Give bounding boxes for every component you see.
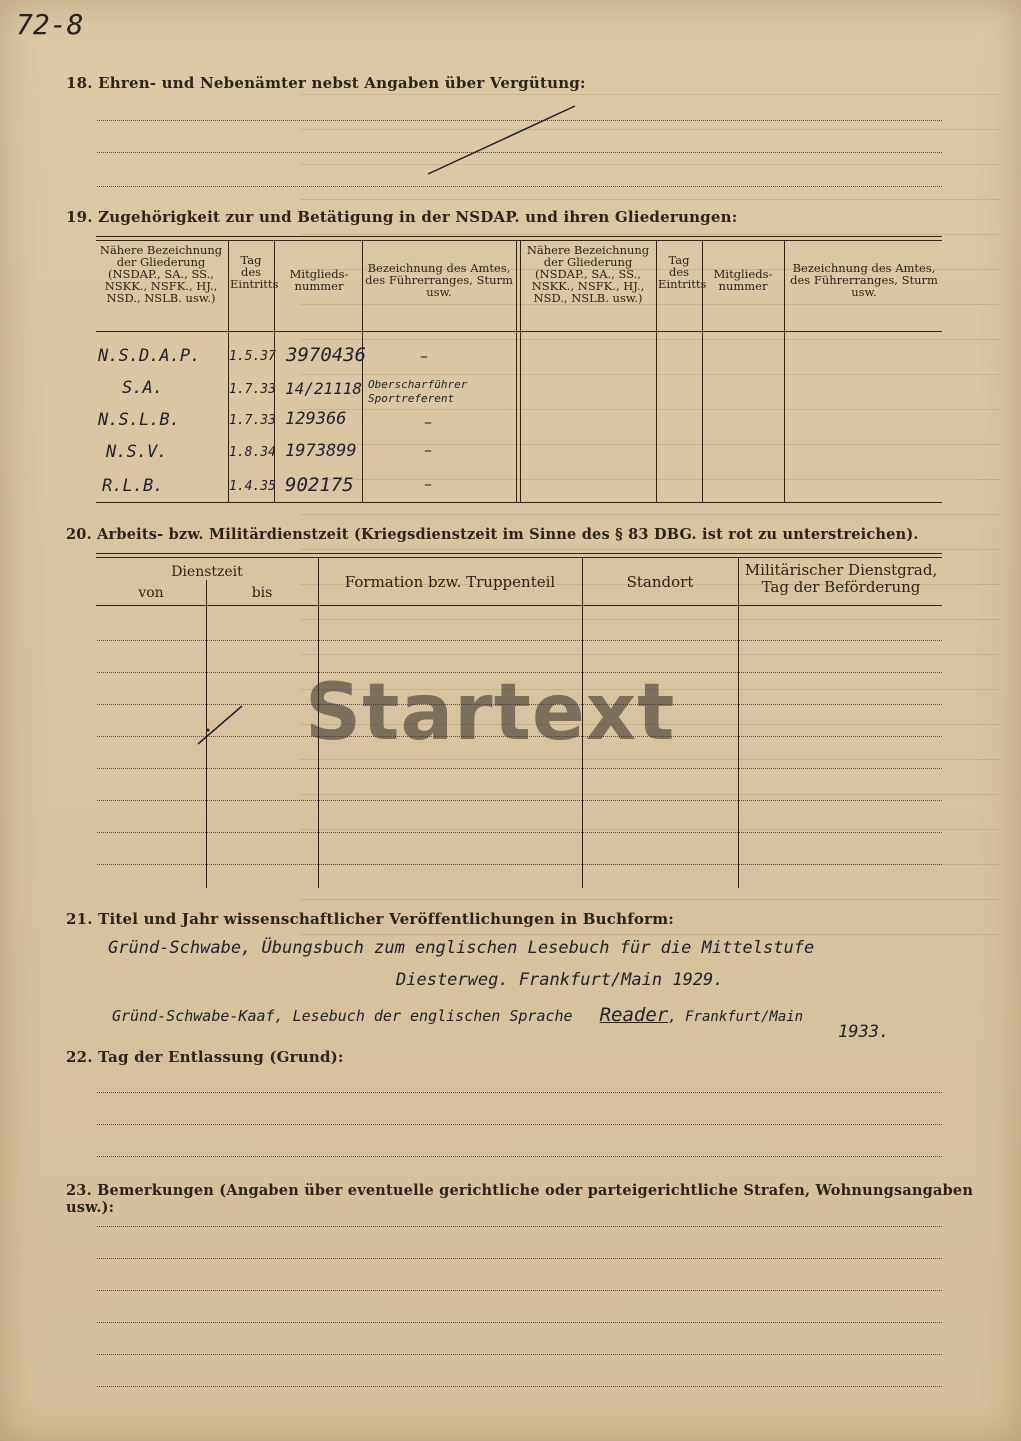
sec22-line-2 — [97, 1124, 942, 1125]
col-header-mitgliedsnummer: Mitglieds-nummer — [289, 267, 349, 293]
col-header-formation: Formation bzw. Truppenteil — [344, 573, 556, 591]
row3-org: N.S.L.B. — [98, 410, 180, 430]
publication-line-4: 1933. — [838, 1022, 890, 1042]
publication-line-3-end: , Frankfurt/Main — [668, 1009, 804, 1025]
row2-office: Oberscharführer Sportreferent — [368, 378, 468, 405]
col-header-mitgliedsnummer-2: Mitglieds-nummer — [713, 267, 773, 293]
col-header-eintritt-2: Tag des Eintritts — [658, 253, 707, 291]
col-header-gliederung: Nähere Bezeichnung der Gliederung (NSDAP., SA., SS., NSKK., NSFK., HJ., NSD., NSLB. usw.) — [99, 243, 223, 305]
row5-office: – — [424, 474, 432, 493]
publication-line-3 — [112, 1004, 803, 1026]
col-header-standort: Standort — [626, 573, 694, 591]
sec18-strike-line — [420, 100, 580, 180]
row3-number: 129366 — [285, 409, 347, 429]
sec23-line-5 — [97, 1354, 942, 1355]
col-header-von: von — [138, 585, 164, 601]
row5-org: R.L.B. — [102, 476, 164, 496]
row2-date: 1.7.33 — [229, 382, 276, 397]
row4-office: – — [424, 440, 432, 459]
row4-date: 1.8.34 — [229, 445, 276, 460]
sec23-line-6 — [97, 1386, 942, 1387]
sec23-line-2 — [97, 1258, 942, 1259]
row1-org: N.S.D.A.P. — [98, 346, 201, 366]
sec20-strike-line — [190, 700, 250, 750]
col-header-eintritt: Tag des Eintritts — [230, 253, 279, 291]
sec23-line-3 — [97, 1290, 942, 1291]
sec23-line-4 — [97, 1322, 942, 1323]
publication-line-1: Gründ-Schwabe, Übungsbuch zum englischen Lesebuch für die Mittelstufe — [108, 938, 815, 958]
publication-title-reader: Reader — [599, 1004, 669, 1026]
publication-line-3-text: Gründ-Schwabe-Kaaf, Lesebuch der englischen Sprache — [112, 1007, 573, 1025]
row3-office: – — [424, 412, 432, 431]
row4-number: 1973899 — [285, 441, 357, 461]
corner-note: 72-8 — [16, 8, 84, 41]
section-23-heading: 23. Bemerkungen (Angaben über eventuelle gerichtliche oder parteigerichtliche Strafen, Wohnungsangaben usw.): — [66, 1182, 974, 1216]
row1-office: – — [420, 346, 428, 365]
sec22-line-1 — [97, 1092, 942, 1093]
row1-date: 1.5.37 — [229, 349, 276, 364]
row2-number: 14/21118 — [285, 379, 363, 398]
section-19-heading: 19. Zugehörigkeit zur und Betätigung in der NSDAP. und ihren Gliederungen: — [66, 208, 738, 226]
col-header-amt-2: Bezeichnung des Amtes, des Führerranges, Sturm usw. — [790, 261, 938, 299]
col-header-dienstgrad: Militärischer Dienstgrad, Tag der Beförderung — [744, 561, 938, 596]
publication-line-2: Diesterweg. Frankfurt/Main 1929. — [396, 970, 724, 990]
row1-number: 3970436 — [286, 344, 367, 366]
sec23-line-1 — [97, 1226, 942, 1227]
col-header-gliederung-2: Nähere Bezeichnung der Gliederung (NSDAP., SA., SS., NSKK., NSFK., HJ., NSD., NSLB. usw.) — [526, 243, 650, 305]
row4-org: N.S.V. — [106, 442, 168, 462]
row5-number: 902175 — [285, 474, 354, 496]
sec22-line-3 — [97, 1156, 942, 1157]
section-21-heading: 21. Titel und Jahr wissenschaftlicher Veröffentlichungen in Buchform: — [66, 910, 674, 928]
watermark: Startext — [305, 668, 676, 758]
bleed-through-lines — [300, 60, 1000, 960]
section-18-heading: 18. Ehren- und Nebenämter nebst Angaben über Vergütung: — [66, 74, 586, 92]
col-header-amt: Bezeichnung des Amtes, des Führerranges, Sturm usw. — [365, 261, 513, 299]
section-22-heading: 22. Tag der Entlassung (Grund): — [66, 1048, 344, 1066]
col-header-dienstzeit: Dienstzeit — [171, 564, 243, 580]
section-20-heading: 20. Arbeits- bzw. Militärdienstzeit (Kriegsdienstzeit im Sinne des § 83 DBG. ist rot zu unterstreichen). — [66, 526, 919, 543]
col-header-bis: bis — [251, 585, 273, 601]
row3-date: 1.7.33 — [229, 413, 276, 428]
row5-date: 1.4.35 — [229, 479, 276, 494]
sec18-line-3 — [97, 186, 942, 187]
row2-org: S.A. — [122, 378, 163, 398]
